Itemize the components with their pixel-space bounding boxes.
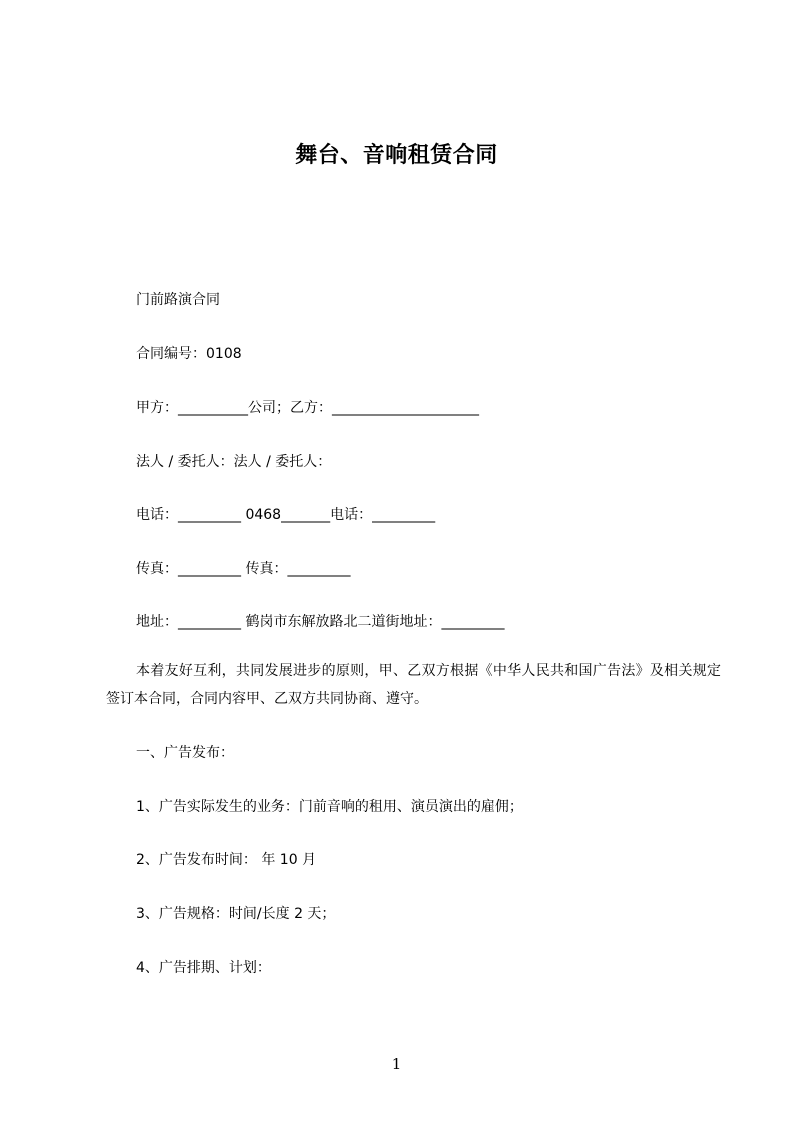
document-title: 舞台、音响租赁合同	[295, 143, 498, 168]
list-item: 2、广告发布时间： 年 10 月	[136, 852, 317, 868]
list-item: 3、广告规格：时间/长度 2 天；	[136, 906, 336, 922]
party-line: 甲方：__________公司；乙方：_____________________	[136, 400, 479, 416]
contract-subtitle: 门前路演合同	[136, 292, 220, 308]
list-item: 1、广告实际发生的业务：门前音响的租用、演员演出的雇佣；	[136, 799, 523, 815]
intro-paragraph: 本着友好互利，共同发展进步的原则，甲、乙双方根据《中华人民共和国广告法》及相关规定签订本合同，合同内容甲、乙双方共同协商、遵守。	[106, 663, 721, 707]
legal-representative-line: 法人 / 委托人：法人 / 委托人：	[136, 454, 332, 470]
contract-number: 合同编号：0108	[136, 346, 242, 362]
phone-line: 电话：_________ 0468_______电话：_________	[136, 507, 436, 523]
address-line: 地址：_________ 鹤岗市东解放路北二道街地址：_________	[136, 614, 505, 630]
list-item: 4、广告排期、计划：	[136, 960, 271, 976]
page-number: 1	[391, 1055, 402, 1073]
fax-line: 传真：_________ 传真：_________	[136, 561, 351, 577]
section-heading: 一、广告发布：	[136, 745, 234, 761]
